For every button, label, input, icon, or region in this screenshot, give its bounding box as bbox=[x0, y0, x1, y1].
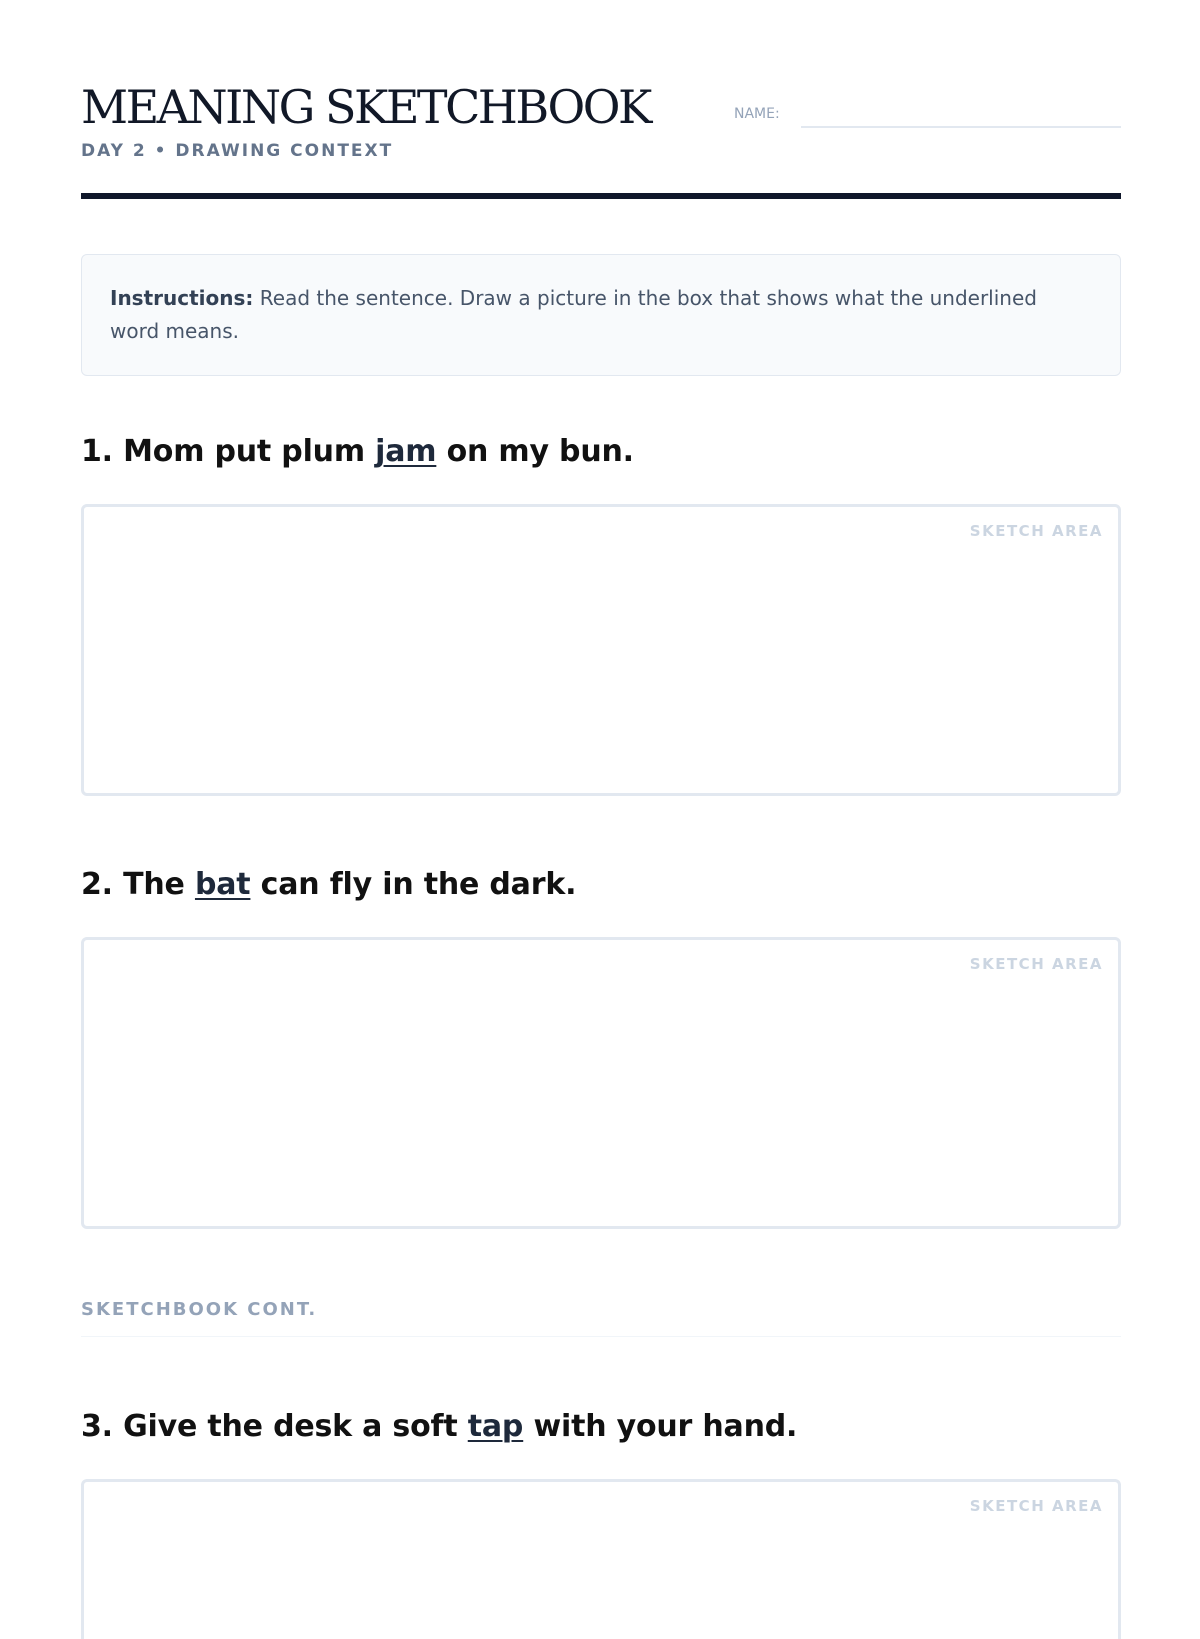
target-word: jam bbox=[375, 434, 437, 469]
name-field[interactable] bbox=[801, 126, 1121, 128]
question-2 bbox=[81, 867, 577, 902]
name-label: NAME: bbox=[734, 106, 780, 122]
question-text-before: Mom put plum bbox=[123, 434, 365, 469]
question-text-after: can fly in the dark. bbox=[260, 867, 577, 902]
section-divider bbox=[81, 1336, 1121, 1337]
question-text-before: The bbox=[123, 867, 185, 902]
question-number: 2. bbox=[81, 867, 113, 902]
worksheet-page bbox=[81, 0, 1121, 1600]
question-number: 3. bbox=[81, 1409, 113, 1444]
instructions-box bbox=[81, 254, 1121, 376]
question-text-after: with your hand. bbox=[533, 1409, 798, 1444]
sketch-area-label: SKETCH AREA bbox=[969, 955, 1103, 973]
sketch-area-3[interactable] bbox=[81, 1479, 1121, 1639]
sketch-area-2[interactable] bbox=[81, 937, 1121, 1229]
question-1 bbox=[81, 434, 634, 469]
sketch-area-label: SKETCH AREA bbox=[969, 522, 1103, 540]
sketch-area-1[interactable] bbox=[81, 504, 1121, 796]
target-word: tap bbox=[467, 1409, 524, 1444]
question-number: 1. bbox=[81, 434, 113, 469]
page-title: MEANING SKETCHBOOK bbox=[81, 80, 650, 134]
page-subtitle: DAY 2 • DRAWING CONTEXT bbox=[81, 141, 394, 161]
instructions-text: Read the sentence. Draw a picture in the box that shows what the underlined word means. bbox=[110, 286, 1037, 343]
header-divider bbox=[81, 193, 1121, 199]
sketch-area-label: SKETCH AREA bbox=[969, 1497, 1103, 1515]
question-3 bbox=[81, 1409, 798, 1444]
question-text-before: Give the desk a soft bbox=[123, 1409, 458, 1444]
question-text-after: on my bun. bbox=[446, 434, 634, 469]
target-word: bat bbox=[194, 867, 251, 902]
instructions-lead: Instructions: bbox=[110, 286, 254, 310]
worksheet-header bbox=[81, 80, 1121, 200]
section-label: SKETCHBOOK CONT. bbox=[81, 1299, 318, 1320]
